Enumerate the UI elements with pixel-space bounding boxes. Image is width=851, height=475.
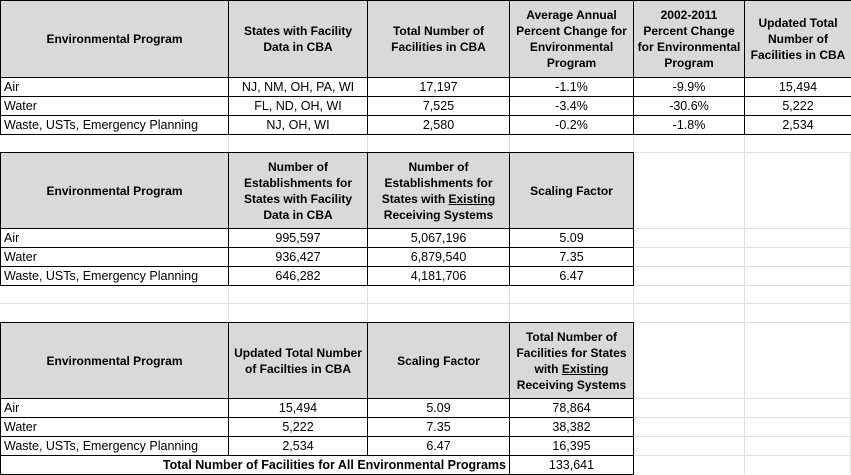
table-row — [1, 78, 851, 97]
cell[interactable]: 5,222 — [745, 97, 851, 116]
cell[interactable]: 646,282 — [229, 267, 368, 286]
cell[interactable]: 7,525 — [368, 97, 510, 116]
facilities-change-table — [0, 0, 851, 135]
cell[interactable]: 936,427 — [229, 248, 368, 267]
cell[interactable]: 16,395 — [510, 437, 634, 456]
total-value[interactable]: 133,641 — [510, 456, 634, 475]
table-row — [1, 116, 851, 135]
table-row — [1, 267, 634, 286]
header-total-existing[interactable]: Total Number of Facilities for States with Existing Receiving Systems — [510, 323, 634, 399]
cell[interactable]: 5.09 — [368, 399, 510, 418]
table-row — [1, 248, 634, 267]
total-facilities-table — [0, 322, 634, 475]
header-scaling-factor[interactable]: Scaling Factor — [368, 323, 510, 399]
cell[interactable]: 38,382 — [510, 418, 634, 437]
cell[interactable]: 2,534 — [229, 437, 368, 456]
cell[interactable]: 15,494 — [229, 399, 368, 418]
cell[interactable]: Air — [1, 399, 229, 418]
cell[interactable]: 5.09 — [510, 229, 634, 248]
scaling-factor-table — [0, 152, 634, 286]
header-environmental-program[interactable]: Environmental Program — [1, 1, 229, 78]
cell[interactable]: 5,067,196 — [368, 229, 510, 248]
cell[interactable]: Waste, USTs, Emergency Planning — [1, 437, 229, 456]
cell[interactable]: -1.1% — [510, 78, 634, 97]
header-updated-total[interactable]: Updated Total Number of Facilities in CBA — [745, 1, 851, 78]
header-states-with-facility-data[interactable]: States with Facility Data in CBA — [229, 1, 368, 78]
cell[interactable]: NJ, NM, OH, PA, WI — [229, 78, 368, 97]
header-establishments-cba[interactable]: Number of Establishments for States with Facility Data in CBA — [229, 153, 368, 229]
cell[interactable]: NJ, OH, WI — [229, 116, 368, 135]
header-establishments-existing[interactable]: Number of Establishments for States with Existing Receiving Systems — [368, 153, 510, 229]
cell[interactable]: 5,222 — [229, 418, 368, 437]
table-row — [1, 437, 634, 456]
cell[interactable]: -3.4% — [510, 97, 634, 116]
cell[interactable]: 995,597 — [229, 229, 368, 248]
header-total-facilities[interactable]: Total Number of Facilities in CBA — [368, 1, 510, 78]
cell[interactable]: -1.8% — [634, 116, 745, 135]
cell[interactable]: 6.47 — [368, 437, 510, 456]
cell[interactable]: Waste, USTs, Emergency Planning — [1, 267, 229, 286]
cell[interactable]: Waste, USTs, Emergency Planning — [1, 116, 229, 135]
header-scaling-factor[interactable]: Scaling Factor — [510, 153, 634, 229]
header-environmental-program[interactable]: Environmental Program — [1, 153, 229, 229]
table-row — [1, 399, 634, 418]
total-row — [1, 456, 634, 475]
total-label[interactable]: Total Number of Facilities for All Environmental Programs — [1, 456, 510, 475]
table-row — [1, 229, 634, 248]
cell[interactable]: Water — [1, 248, 229, 267]
cell[interactable]: 6.47 — [510, 267, 634, 286]
cell[interactable]: 4,181,706 — [368, 267, 510, 286]
cell[interactable]: 7.35 — [368, 418, 510, 437]
cell[interactable]: Water — [1, 418, 229, 437]
table-row — [1, 97, 851, 116]
table-row — [1, 418, 634, 437]
cell[interactable]: Water — [1, 97, 229, 116]
cell[interactable]: 2,534 — [745, 116, 851, 135]
cell[interactable]: 15,494 — [745, 78, 851, 97]
header-avg-annual-change[interactable]: Average Annual Percent Change for Environmental Program — [510, 1, 634, 78]
cell[interactable]: -9.9% — [634, 78, 745, 97]
cell[interactable]: 7.35 — [510, 248, 634, 267]
header-updated-total[interactable]: Updated Total Number of Facilties in CBA — [229, 323, 368, 399]
cell[interactable]: -0.2% — [510, 116, 634, 135]
cell[interactable]: 78,864 — [510, 399, 634, 418]
cell[interactable]: -30.6% — [634, 97, 745, 116]
cell[interactable]: 17,197 — [368, 78, 510, 97]
cell[interactable]: FL, ND, OH, WI — [229, 97, 368, 116]
cell[interactable]: 2,580 — [368, 116, 510, 135]
header-environmental-program[interactable]: Environmental Program — [1, 323, 229, 399]
cell[interactable]: Air — [1, 229, 229, 248]
cell[interactable]: Air — [1, 78, 229, 97]
cell[interactable]: 6,879,540 — [368, 248, 510, 267]
header-2002-2011-change[interactable]: 2002-2011 Percent Change for Environmental Program — [634, 1, 745, 78]
